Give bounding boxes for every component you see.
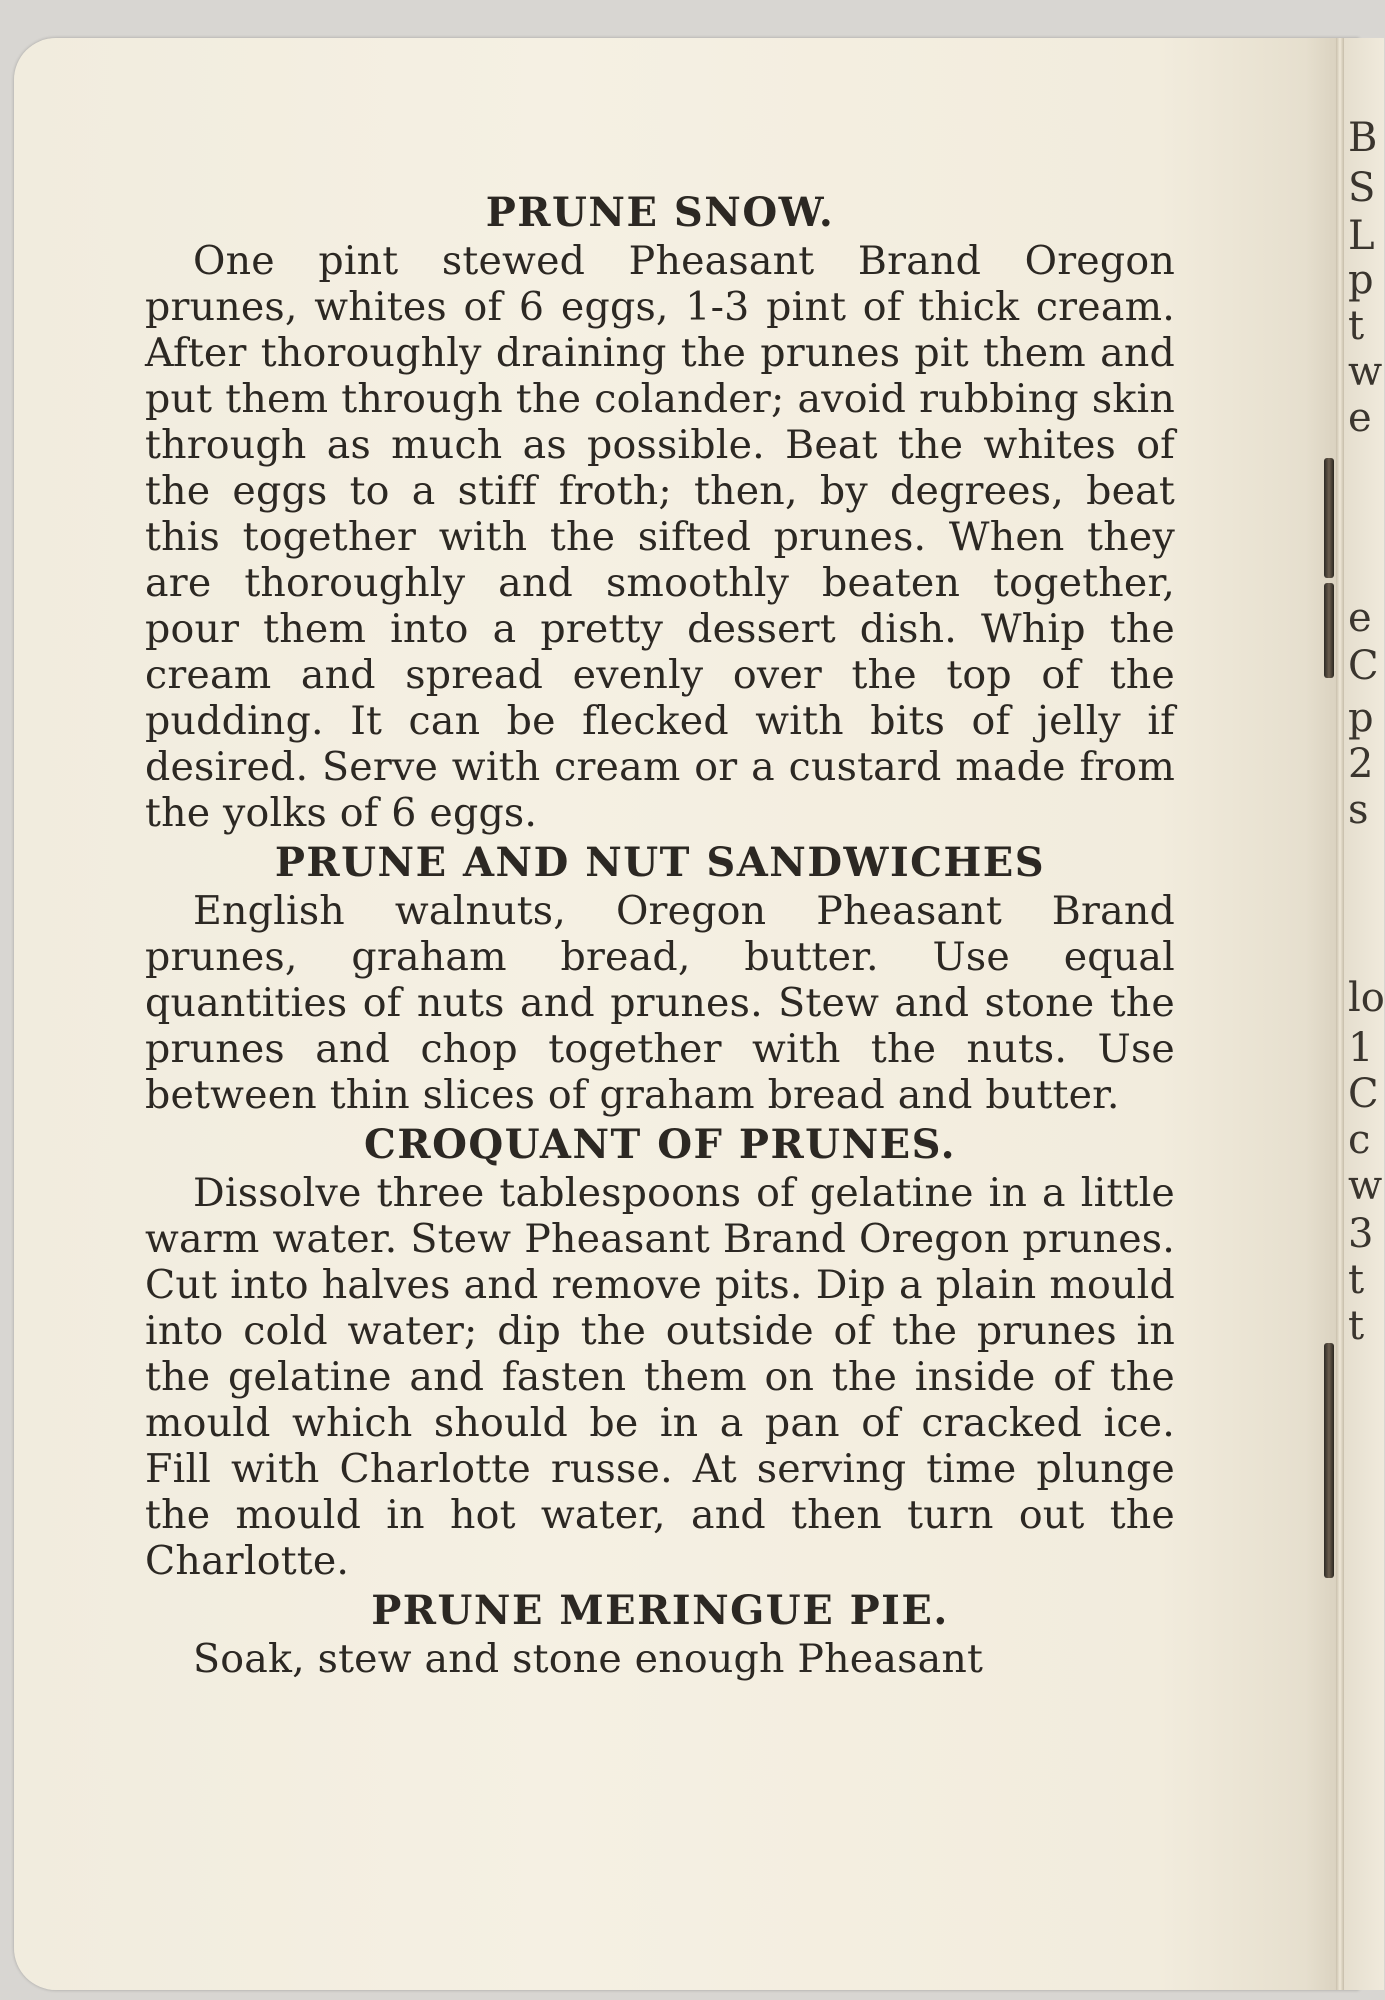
next-page-edge: [1344, 38, 1384, 1990]
next-page-letter: lo: [1348, 975, 1385, 1021]
next-page-letter: 1: [1348, 1025, 1374, 1071]
recipe-text-block: [145, 188, 1175, 1682]
recipe-body-croquant-of-prunes: Dissolve three tablespoons of gelatine in a little warm water. Stew Pheasant Brand Oregon prunes. Cut into halves and remove pits. Dip a plain mould into cold water; dip the outside of the prunes in the gelatine and fasten them on the inside of the mould which should be in a pan of cracked ice. Fill with Charlotte russe. At serving time plunge the mould in hot water, and then turn out the Charlotte.: [145, 1170, 1175, 1584]
page-gutter: [1336, 38, 1344, 1990]
next-page-letter: B: [1348, 115, 1378, 161]
next-page-letter: c: [1348, 1117, 1371, 1163]
recipe-title-croquant-of-prunes: CROQUANT OF PRUNES.: [363, 1121, 956, 1168]
staple-bottom-1: [1324, 1343, 1334, 1473]
next-page-letter: w: [1348, 1163, 1383, 1209]
next-page-letter: t: [1348, 303, 1365, 349]
next-page-letter: C: [1348, 643, 1379, 689]
next-page-letter: s: [1348, 787, 1369, 833]
staple-bottom-2: [1324, 1468, 1334, 1578]
next-page-letter: w: [1348, 349, 1383, 395]
staple-top-2: [1324, 583, 1334, 678]
next-page-letter: p: [1348, 257, 1374, 303]
next-page-letter: t: [1348, 1257, 1365, 1303]
next-page-letter: 2: [1348, 741, 1374, 787]
staple-top-1: [1324, 458, 1334, 578]
next-page-letter: e: [1348, 395, 1372, 441]
booklet-page: [14, 38, 1385, 1990]
next-page-letter: S: [1348, 165, 1376, 211]
next-page-letter: e: [1348, 595, 1372, 641]
next-page-letter: C: [1348, 1071, 1379, 1117]
recipe-body-prune-and-nut-sandwiches: English walnuts, Oregon Pheasant Brand prunes, graham bread, butter. Use equal quantities of nuts and prunes. Stew and stone the prunes and chop together with the nuts. Use between thin slices of graham bread and butter.: [145, 888, 1175, 1118]
recipe-title-prune-snow: PRUNE SNOW.: [485, 189, 835, 236]
recipe-title-prune-meringue-pie: PRUNE MERINGUE PIE.: [371, 1587, 949, 1634]
recipe-title-prune-and-nut-sandwiches: PRUNE AND NUT SANDWICHES: [274, 839, 1046, 886]
recipe-body-prune-snow: One pint stewed Pheasant Brand Oregon prunes, whites of 6 eggs, 1-3 pint of thick cream. After thoroughly draining the prunes pit them and put them through the colander; avoid rubbing skin through as much as possible. Beat the whites of the eggs to a stiff froth; then, by degrees, beat this together with the sifted prunes. When they are thoroughly and smoothly beaten together, pour them into a pretty dessert dish. Whip the cream and spread evenly over the top of the pudding. It can be flecked with bits of jelly if desired. Serve with cream or a custard made from the yolks of 6 eggs.: [145, 238, 1175, 836]
next-page-letter: 3: [1348, 1211, 1374, 1257]
next-page-letter: t: [1348, 1303, 1365, 1349]
next-page-letter: p: [1348, 695, 1374, 741]
next-page-letter: L: [1348, 213, 1375, 259]
recipe-body-prune-meringue-pie: Soak, stew and stone enough Pheasant: [193, 1636, 984, 1682]
